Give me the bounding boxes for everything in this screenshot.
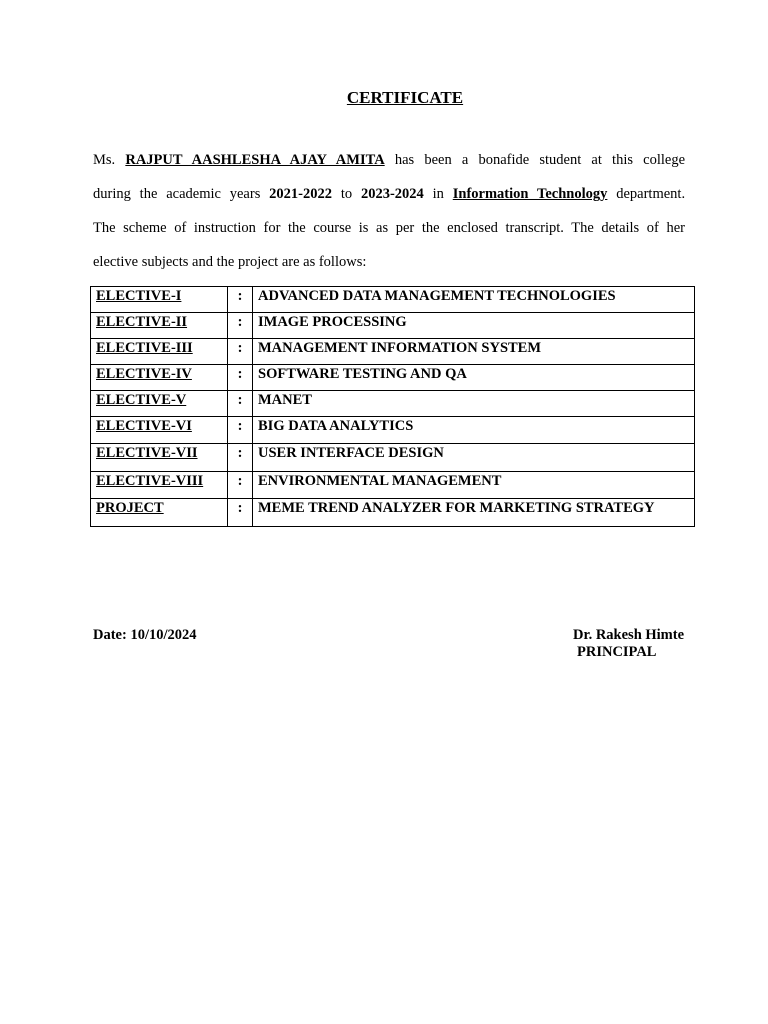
- row-label: ELECTIVE-VI: [91, 417, 228, 444]
- body-text: in: [432, 186, 444, 202]
- row-label: ELECTIVE-I: [91, 287, 228, 313]
- row-separator: :: [228, 472, 253, 499]
- table-row: [91, 287, 695, 313]
- table-row: [91, 444, 695, 472]
- body-line-4: elective subjects and the project are as follows:: [93, 254, 367, 270]
- body-text: to: [340, 186, 353, 202]
- honorific: Ms.: [93, 152, 116, 168]
- electives-table: [90, 286, 695, 527]
- row-label: ELECTIVE-III: [91, 339, 228, 365]
- row-separator: :: [228, 499, 253, 527]
- row-value: MANAGEMENT INFORMATION SYSTEM: [253, 339, 695, 365]
- row-label: ELECTIVE-VII: [91, 444, 228, 472]
- table-row: [91, 472, 695, 499]
- row-separator: :: [228, 339, 253, 365]
- row-label: ELECTIVE-V: [91, 391, 228, 417]
- row-separator: :: [228, 287, 253, 313]
- table-row: [91, 417, 695, 444]
- row-value: ADVANCED DATA MANAGEMENT TECHNOLOGIES: [253, 287, 695, 313]
- row-value: IMAGE PROCESSING: [253, 313, 695, 339]
- row-label: ELECTIVE-II: [91, 313, 228, 339]
- row-label: ELECTIVE-VIII: [91, 472, 228, 499]
- table-row: [91, 339, 695, 365]
- table-row: [91, 313, 695, 339]
- body-line-2: [93, 177, 685, 211]
- body-line-1: [93, 143, 685, 177]
- body-text: during the academic years: [93, 186, 261, 202]
- signatory-name: Dr. Rakesh Himte: [573, 627, 685, 643]
- row-separator: :: [228, 444, 253, 472]
- row-value: MANET: [253, 391, 695, 417]
- row-separator: :: [228, 391, 253, 417]
- student-name: RAJPUT AASHLESHA AJAY AMITA: [125, 152, 385, 168]
- row-separator: :: [228, 417, 253, 444]
- row-separator: :: [228, 365, 253, 391]
- signature-block: [573, 627, 684, 661]
- certificate-body: [93, 143, 685, 279]
- academic-year-start: 2021-2022: [269, 186, 333, 202]
- row-value: BIG DATA ANALYTICS: [253, 417, 695, 444]
- department-name: Information Technology: [452, 186, 608, 202]
- body-text: has been a bonafide student at this college: [394, 152, 686, 168]
- table-row: [91, 365, 695, 391]
- signatory-role: PRINCIPAL: [577, 644, 657, 660]
- table-row: [91, 499, 695, 527]
- academic-year-end: 2023-2024: [360, 186, 424, 202]
- electives-table-body: [91, 287, 695, 527]
- certificate-date: Date: 10/10/2024: [93, 627, 197, 643]
- table-row: [91, 391, 695, 417]
- row-separator: :: [228, 313, 253, 339]
- row-value: MEME TREND ANALYZER FOR MARKETING STRATEGY: [253, 499, 695, 527]
- row-label: PROJECT: [91, 499, 228, 527]
- row-value: USER INTERFACE DESIGN: [253, 444, 695, 472]
- row-value: ENVIRONMENTAL MANAGEMENT: [253, 472, 695, 499]
- row-label: ELECTIVE-IV: [91, 365, 228, 391]
- certificate-title: CERTIFICATE: [346, 88, 464, 107]
- body-text: department.: [616, 186, 686, 202]
- body-line-3: The scheme of instruction for the course is as per the enclosed transcript. The details of her: [93, 220, 685, 236]
- row-value: SOFTWARE TESTING AND QA: [253, 365, 695, 391]
